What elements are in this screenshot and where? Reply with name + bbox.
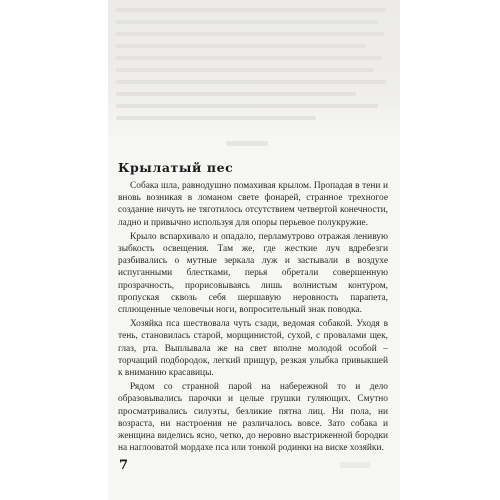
story-title: Крылатый пес	[118, 160, 234, 175]
paragraph: Рядом со странной парой на набережной то и дело образовывались парочки и целые грушки гуляющих. Смутно просматривались силуэты, безликие пятна лиц. Ни пола, ни возраста, ни настроения не различалось вовсе. Зато собака и женщина виделись ясно, четко, до неровно выстриженной бородки на наглооватой мордахе пса или тонкой родинки на виске хозяйки.	[118, 382, 388, 454]
paragraph: Хозяйка пса шествовала чуть сзади, ведомая собакой. Уходя в тень, становилась старой, морщинистой, сухой, с провалами щек, глаз, рта. Выплывала же на свет вполне молодой особой – торчащий подбородок, легкий прищур, резкая улыбка привыкшей к вниманию красавицы.	[118, 319, 388, 379]
paragraph: Крыло вспархивало и опадало, перламутрово отражая ленивую зыбкость освещения. Там же, где жесткие луч вдребезги разбивались о мутные зеркала луж и застывали в воздухе испуганными блестками, перья обретали совершенную прозрачность, прорисовываясь лишь волнистым контуром, пропуская сквозь себя шершавую неровность парапета, сплющенные человечьи ноги, вопросительный знак поводка.	[118, 231, 388, 316]
bleed-line	[116, 68, 374, 72]
paragraph: Собака шла, равнодушно помахивая крылом. Пропадая в тени и вновь возникая в ломаном свете фонарей, странное трехногое создание ничуть не тяготилось отсутствием четвертой конечности, ладно и привычно используя для опоры перьевое полукружие.	[118, 181, 388, 228]
page-number: 7	[119, 458, 129, 473]
bleed-mark	[340, 462, 370, 468]
bleed-line	[116, 56, 382, 60]
bleed-line	[116, 32, 384, 36]
bleed-line	[116, 8, 386, 12]
bleed-line	[116, 92, 356, 96]
book-page	[108, 0, 400, 500]
story-body	[118, 180, 388, 456]
bleed-line	[116, 44, 366, 48]
bleed-line	[116, 20, 378, 24]
bleed-line	[116, 116, 316, 120]
bleed-line	[116, 80, 386, 84]
bleed-line	[116, 104, 378, 108]
bleed-through-area	[108, 0, 400, 140]
bleed-separator	[226, 141, 268, 146]
